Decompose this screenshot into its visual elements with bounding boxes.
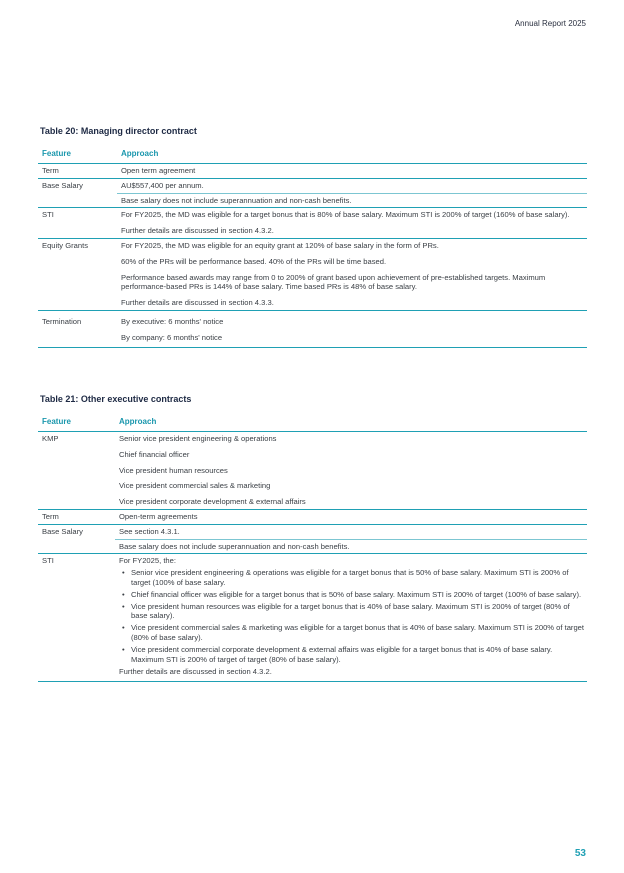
list-item: • Vice president commercial corporate development & external affairs was eligible for a target bonus that is 40% of base salary. Maximum STI is 200% of target of target (80% of base salary). [131, 645, 587, 665]
approach-line: Further details are discussed in section 4.3.3. [121, 298, 274, 308]
table-row-base-salary [38, 524, 587, 539]
column-header-approach: Approach [115, 415, 587, 432]
table-21-title: Table 21: Other executive contracts [40, 394, 192, 404]
approach-cell [115, 432, 587, 510]
approach-line: Senior vice president engineering & operations [119, 434, 277, 443]
approach-line: For FY2025, the MD was eligible for an equity grant at 120% of base salary in the form of PRs. [121, 240, 439, 250]
feature-cell: Term [38, 164, 117, 179]
approach-line: By executive: 6 months' notice [121, 316, 224, 326]
approach-cell [117, 238, 587, 310]
approach-line: For FY2025, the MD was eligible for a target bonus that is 80% of base salary. Maximum STI is 200% of target (160% of base salary). [121, 210, 570, 220]
list-item: • Chief financial officer was eligible for a target bonus that is 50% of base salary. Maximum STI is 200% of target (100% of base salary). [131, 590, 587, 600]
table-row-term [38, 509, 587, 524]
approach-line: Vice president human resources [119, 465, 228, 475]
approach-line: By company: 6 months' notice [121, 332, 223, 342]
approach-line: Performance based awards may range from 0 to 200% of grant based upon achievement of pre-established targets. Maximum performance-based PRs is 144% of base salary. Time based PRs is 48% of base salary. [121, 272, 546, 292]
feature-cell: Term [38, 509, 115, 524]
approach-cell [117, 208, 587, 239]
table-row-sti [38, 554, 587, 682]
list-item: • Senior vice president engineering & operations was eligible for a target bonus that is 50% of base salary. Maximum STI is 200% of target (100% of base salary. [131, 568, 587, 588]
column-header-approach: Approach [117, 147, 587, 164]
approach-line: Further details are discussed in section 4.3.2. [119, 667, 272, 677]
approach-cell [117, 310, 587, 347]
report-header-title: Annual Report 2025 [514, 19, 586, 28]
approach-line: Vice president commercial sales & marketing [119, 481, 271, 491]
table-20-managing-director-contract [38, 147, 587, 348]
feature-cell: Equity Grants [38, 238, 117, 310]
table-row-termination [38, 310, 587, 347]
approach-cell: Open term agreement [117, 164, 587, 179]
table-21-other-executive-contracts [38, 415, 587, 682]
list-item: • Vice president human resources was eligible for a target bonus that is 40% of base salary. Maximum STI is 200% of target (80% of base salary). [131, 602, 587, 622]
feature-cell: STI [38, 554, 115, 682]
page-number: 53 [574, 848, 586, 859]
approach-line: Further details are discussed in section 4.3.2. [121, 226, 274, 236]
approach-cell: Base salary does not include superannuation and non-cash benefits. [115, 539, 587, 554]
feature-cell: STI [38, 208, 117, 239]
feature-cell: Base Salary [38, 524, 115, 554]
approach-line: Vice president corporate development & external affairs [119, 497, 306, 507]
approach-cell: See section 4.3.1. [115, 524, 587, 539]
table-row-base-salary-cont [38, 193, 587, 208]
feature-cell: KMP [38, 432, 115, 510]
approach-cell: Base salary does not include superannuation and non-cash benefits. [117, 193, 587, 208]
sti-bullet-list [119, 568, 587, 664]
approach-line: 60% of the PRs will be performance based. 40% of the PRs will be time based. [121, 256, 387, 266]
feature-cell: Termination [38, 310, 117, 347]
approach-cell: AU$557,400 per annum. [117, 178, 587, 193]
approach-cell [115, 554, 587, 682]
approach-line: Chief financial officer [119, 449, 190, 459]
table-row-equity-grants [38, 238, 587, 310]
list-item: • Vice president commercial sales & marketing was eligible for a target bonus that is 40% of base salary. Maximum STI is 200% of target (80% of base salary). [131, 623, 587, 643]
table-row-sti [38, 208, 587, 239]
column-header-feature: Feature [38, 147, 117, 164]
approach-cell: Open-term agreements [115, 509, 587, 524]
table-row-base-salary [38, 178, 587, 193]
table-row-base-salary-cont [38, 539, 587, 554]
approach-line: For FY2025, the: [119, 556, 176, 566]
table-row-term [38, 164, 587, 179]
feature-cell: Base Salary [38, 178, 117, 208]
table-row-kmp [38, 432, 587, 510]
table-20-title: Table 20: Managing director contract [40, 126, 197, 136]
column-header-feature: Feature [38, 415, 115, 432]
